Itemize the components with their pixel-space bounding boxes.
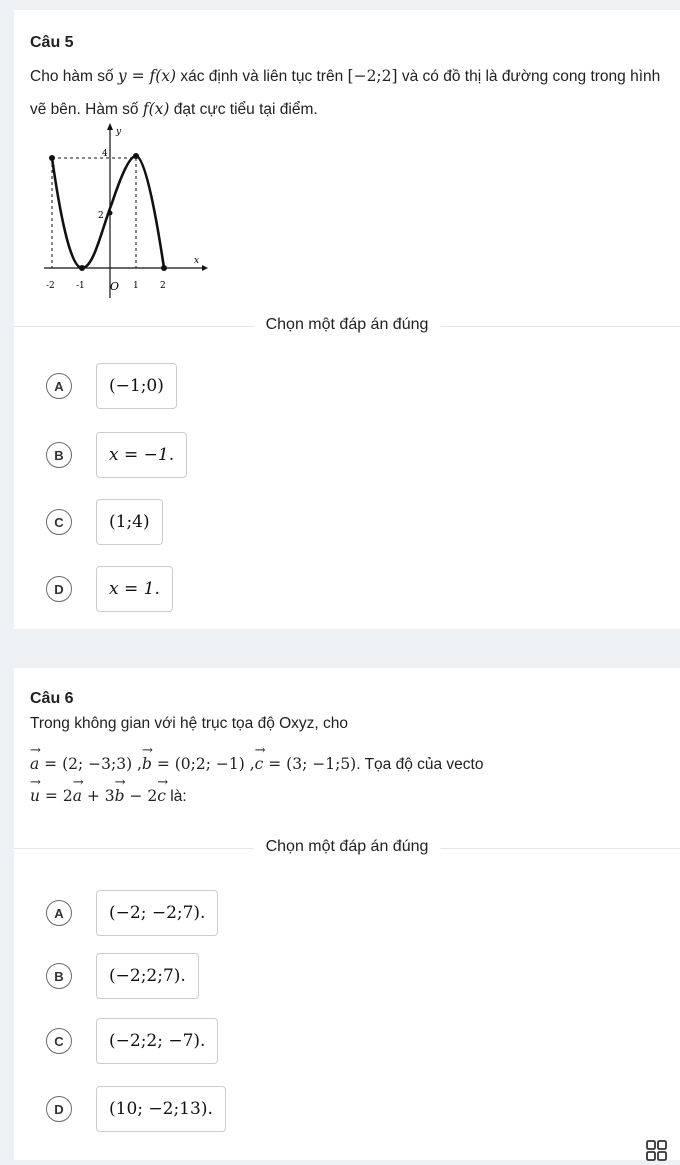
function-notation: y = f(x) [117, 67, 177, 85]
graph-point [161, 265, 167, 271]
x-tick-label: 2 [160, 281, 166, 291]
function-notation: f(x) [142, 100, 170, 118]
option-answer-box[interactable]: (10; −2;13). [96, 1086, 226, 1132]
vector-c: → c [255, 752, 264, 776]
vector-value: = (0;2; −1) , [151, 755, 255, 773]
graph-point [133, 153, 139, 159]
option-answer-box[interactable]: (1;4) [96, 499, 163, 545]
vector-a: → a [30, 752, 39, 776]
question-grid-icon[interactable] [646, 1140, 668, 1162]
interval-notation: [−2;2] [347, 67, 398, 85]
origin-label: O [110, 280, 120, 293]
question-text-part: . Tọa độ của vecto [356, 756, 484, 773]
y-axis-label: y [116, 127, 122, 137]
vector-value: = (2; −3;3) , [39, 755, 142, 773]
option-letter: B [46, 442, 72, 468]
function-graph [32, 118, 212, 308]
y-axis-arrow [107, 123, 113, 130]
graph-point [108, 211, 113, 216]
option-answer-box[interactable]: x = 1. [96, 566, 173, 612]
option-d[interactable] [46, 566, 173, 612]
question-text-part: là: [165, 788, 187, 805]
question-text-part: Cho hàm số [30, 68, 118, 85]
option-c[interactable] [46, 1018, 218, 1064]
option-letter: A [46, 373, 72, 399]
option-answer-box[interactable]: (−1;0) [96, 363, 177, 409]
option-answer-box[interactable]: (−2; −2;7). [96, 890, 218, 936]
option-b[interactable] [46, 953, 199, 999]
graph-point [79, 265, 85, 271]
choose-answer-label: Chọn một đáp án đúng [254, 316, 441, 334]
option-letter: D [46, 1096, 72, 1122]
question-6-card [14, 668, 680, 1160]
option-b[interactable] [46, 432, 187, 478]
vector-b: → b [115, 784, 125, 808]
vector-a: → a [73, 784, 82, 808]
vector-u-expression [30, 784, 662, 809]
choose-answer-label: Chọn một đáp án đúng [254, 838, 441, 856]
question-text [30, 60, 662, 126]
question-text-line: Trong không gian với hệ trục tọa độ Oxyz, cho [30, 715, 349, 732]
answer-divider [14, 316, 680, 336]
question-text-part: đạt cực tiểu tại điểm. [169, 101, 318, 118]
option-c[interactable] [46, 499, 163, 545]
option-a[interactable] [46, 363, 177, 409]
vector-value: = (3; −1;5) [263, 755, 357, 773]
question-text-part: và có đồ thị là đường cong trong hình vẽ bên. Hàm số [30, 68, 661, 118]
x-axis-arrow [202, 265, 208, 271]
x-tick-label: -1 [76, 281, 85, 291]
x-tick-label: -2 [46, 281, 55, 291]
vector-u: → u [30, 784, 40, 808]
option-answer-box[interactable]: x = −1. [96, 432, 187, 478]
x-axis-label: x [194, 256, 200, 266]
option-letter: C [46, 509, 72, 535]
y-tick-label: 2 [98, 211, 104, 221]
math-operator: + 3 [81, 787, 115, 805]
option-letter: C [46, 1028, 72, 1054]
math-operator: = 2 [39, 787, 73, 805]
vector-b: → b [142, 752, 152, 776]
question-title: Câu 5 [30, 34, 74, 51]
graph-point [49, 155, 55, 161]
option-letter: D [46, 576, 72, 602]
option-letter: B [46, 963, 72, 989]
math-operator: − 2 [124, 787, 158, 805]
question-title: Câu 6 [30, 690, 74, 707]
option-answer-box[interactable]: (−2;2; −7). [96, 1018, 218, 1064]
option-answer-box[interactable]: (−2;2;7). [96, 953, 199, 999]
y-tick-label: 4 [102, 149, 108, 159]
option-letter: A [46, 900, 72, 926]
question-5-card [14, 10, 680, 629]
option-d[interactable] [46, 1086, 226, 1132]
question-text-part: xác định và liên tục trên [176, 68, 348, 85]
answer-divider [14, 838, 680, 858]
x-tick-label: 1 [133, 281, 139, 291]
vector-c: → c [157, 784, 166, 808]
option-a[interactable] [46, 890, 218, 936]
